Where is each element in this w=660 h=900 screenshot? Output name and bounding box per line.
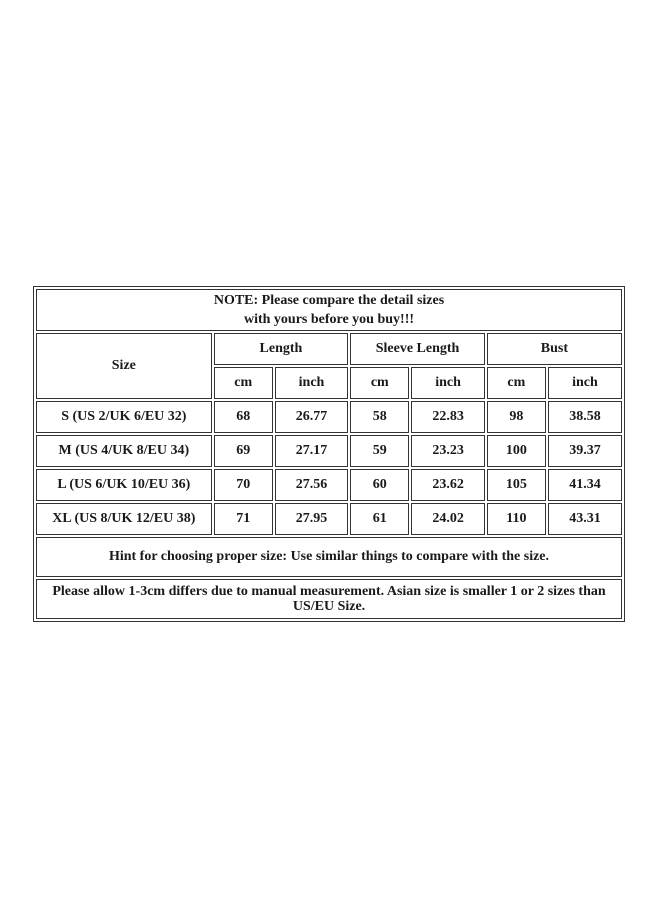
sleeve-cm-value: 58: [350, 401, 409, 433]
hint-row: [36, 537, 622, 577]
table-row: [36, 503, 622, 535]
hint-text: Hint for choosing proper size: Use similar things to compare with the size.: [36, 537, 622, 577]
length-inch-value: 26.77: [275, 401, 348, 433]
length-cm-value: 69: [214, 435, 273, 467]
size-label: S (US 2/UK 6/EU 32): [36, 401, 212, 433]
note-row: [36, 289, 622, 331]
unit-bust-cm: cm: [487, 367, 546, 399]
bust-inch-value: 38.58: [548, 401, 622, 433]
sleeve-inch-value: 23.62: [411, 469, 484, 501]
size-label: L (US 6/UK 10/EU 36): [36, 469, 212, 501]
length-inch-value: 27.17: [275, 435, 348, 467]
sleeve-inch-value: 24.02: [411, 503, 484, 535]
bust-cm-value: 105: [487, 469, 546, 501]
length-cm-value: 70: [214, 469, 273, 501]
size-label: XL (US 8/UK 12/EU 38): [36, 503, 212, 535]
size-label: M (US 4/UK 8/EU 34): [36, 435, 212, 467]
length-inch-value: 27.95: [275, 503, 348, 535]
sleeve-inch-value: 22.83: [411, 401, 484, 433]
header-row: [36, 333, 622, 365]
bust-cm-value: 110: [487, 503, 546, 535]
length-inch-value: 27.56: [275, 469, 348, 501]
bust-inch-value: 39.37: [548, 435, 622, 467]
note-cell: [36, 289, 622, 331]
note-line-2: with yours before you buy!!!: [243, 312, 415, 327]
bust-header: Bust: [487, 333, 622, 365]
allow-text: Please allow 1-3cm differs due to manual measurement. Asian size is smaller 1 or 2 sizes than US/EU Size.: [36, 579, 622, 619]
size-chart: [33, 286, 625, 622]
size-header: Size: [36, 333, 212, 399]
sleeve-cm-value: 60: [350, 469, 409, 501]
note-line-1: NOTE: Please compare the detail sizes: [213, 293, 445, 308]
sleeve-inch-value: 23.23: [411, 435, 484, 467]
table-row: [36, 435, 622, 467]
sleeve-length-header: Sleeve Length: [350, 333, 485, 365]
bust-inch-value: 43.31: [548, 503, 622, 535]
allow-row: [36, 579, 622, 619]
unit-sleeve-cm: cm: [350, 367, 409, 399]
length-header: Length: [214, 333, 349, 365]
unit-sleeve-inch: inch: [411, 367, 484, 399]
sleeve-cm-value: 61: [350, 503, 409, 535]
length-cm-value: 71: [214, 503, 273, 535]
sleeve-cm-value: 59: [350, 435, 409, 467]
unit-length-cm: cm: [214, 367, 273, 399]
bust-cm-value: 98: [487, 401, 546, 433]
table-row: [36, 401, 622, 433]
unit-bust-inch: inch: [548, 367, 622, 399]
length-cm-value: 68: [214, 401, 273, 433]
bust-inch-value: 41.34: [548, 469, 622, 501]
bust-cm-value: 100: [487, 435, 546, 467]
table-row: [36, 469, 622, 501]
unit-length-inch: inch: [275, 367, 348, 399]
size-table: [34, 287, 624, 621]
